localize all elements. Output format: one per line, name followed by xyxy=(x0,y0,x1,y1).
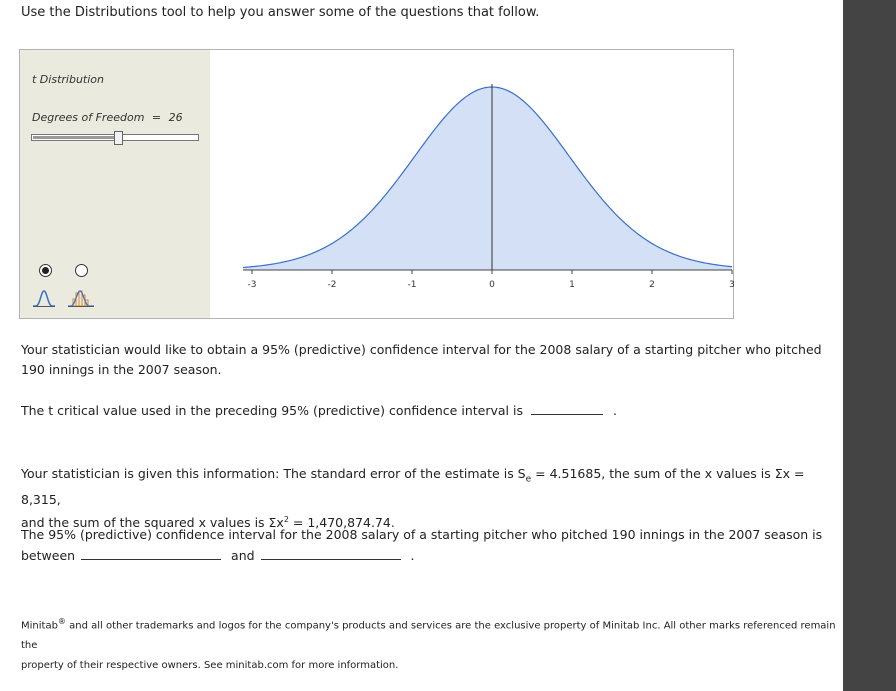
distribution-label: t Distribution xyxy=(32,73,104,86)
squared-superscript: 2 xyxy=(283,514,289,524)
x-tick-label: -1 xyxy=(407,280,417,290)
density-fill xyxy=(243,87,732,270)
footer-note xyxy=(21,612,836,676)
radio-histogram[interactable] xyxy=(75,264,88,277)
curve-view-icon[interactable] xyxy=(32,288,56,308)
tool-control-panel xyxy=(20,50,210,318)
q2-text-a: Your statistician is given this information: The standard error of the estimate is S xyxy=(21,466,526,481)
question-1-text: Your statistician would like to obtain a 95% (predictive) confidence interval for the 2008 salary of a starting pitcher who pitched 190 innings in the 2007 season. xyxy=(21,342,822,377)
q2-text-b: = 4.51685, the sum of the x values is Σx = 8,315, xyxy=(21,466,805,507)
q3-end: . xyxy=(410,548,415,563)
t-distribution-plot xyxy=(211,50,733,318)
intro-text: Use the Distributions tool to help you answer some of the questions that follow. xyxy=(21,5,540,20)
x-tick-label: -3 xyxy=(247,280,257,290)
x-tick-label: 0 xyxy=(489,280,495,290)
question-2-text xyxy=(21,464,836,533)
x-axis-ticks xyxy=(248,270,735,290)
footer-text-a: and all other trademarks and logos for the company's products and services are the exclusive property of Minitab Inc. All other marks referenced remain the xyxy=(21,620,836,652)
upper-bound-answer-field[interactable] xyxy=(261,545,401,560)
x-tick-label: 3 xyxy=(729,280,735,290)
x-tick-label: -2 xyxy=(327,280,337,290)
x-tick-label: 1 xyxy=(569,280,575,290)
q3-text: The 95% (predictive) confidence interval for the 2008 salary of a starting pitcher who pitched 190 innings in the 2007 season is xyxy=(21,527,823,542)
question-3-text xyxy=(21,525,836,566)
registered-mark: ® xyxy=(57,617,66,626)
question-1-prompt xyxy=(21,400,617,421)
q3-and: and xyxy=(231,548,255,563)
q3-between: between xyxy=(21,548,76,563)
t-critical-answer-field[interactable] xyxy=(531,400,603,415)
q2-text-d: = 1,470,874.74. xyxy=(288,514,395,530)
dof-slider-thumb[interactable] xyxy=(114,131,123,145)
distributions-tool xyxy=(19,49,734,319)
t-critical-end: . xyxy=(612,403,617,418)
footer-text-b: property of their respective owners. See minitab.com for more information. xyxy=(21,660,399,672)
histogram-view-icon[interactable] xyxy=(67,288,95,308)
footer-brand: Minitab xyxy=(21,620,58,632)
right-sidebar xyxy=(843,0,896,691)
dof-label-text: Degrees of Freedom xyxy=(32,111,145,124)
radio-curve[interactable] xyxy=(39,264,52,277)
se-subscript: e xyxy=(525,474,532,485)
dof-label xyxy=(32,111,183,124)
q2-text-c: and the sum of the squared x values is Σx xyxy=(21,514,284,530)
dof-slider-fill xyxy=(33,136,116,139)
dof-equals: = xyxy=(151,111,162,124)
t-critical-prompt: The t critical value used in the preceding 95% (predictive) confidence interval is xyxy=(21,403,523,418)
x-tick-label: 2 xyxy=(649,280,655,290)
dof-value: 26 xyxy=(168,111,183,124)
lower-bound-answer-field[interactable] xyxy=(81,545,221,560)
